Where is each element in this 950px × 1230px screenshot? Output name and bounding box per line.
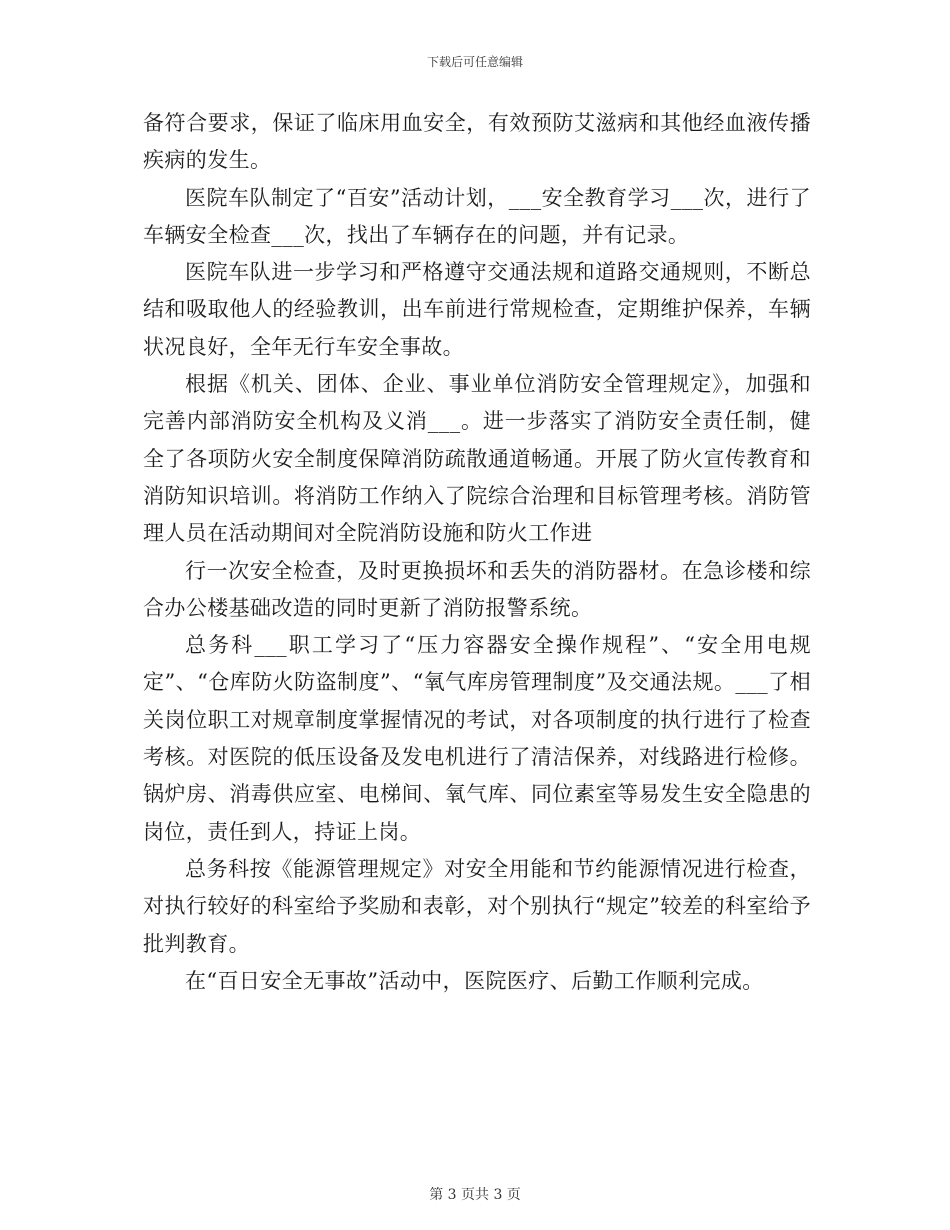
document-body [143,105,811,1000]
paragraph-3: 医院车队进一步学习和严格遵守交通法规和道路交通规则，不断总结和吸取他人的经验教训，出车前进行常规检查，定期维护保养，车辆状况良好，全年无行车安全事故。 [143,260,811,359]
paragraph-8: 在“百日安全无事故”活动中，医院医疗、后勤工作顺利完成。 [185,968,764,993]
paragraph-4: 根据《机关、团体、企业、事业单位消防安全管理规定》，加强和完善内部消防安全机构及义消___。进一步落实了消防安全责任制，健全了各项防火安全制度保障消防疏散通道畅通。开展了防火宣传教育和消防知识培训。将消防工作纳入了院综合治理和目标管理考核。消防管理人员在活动期间对全院消防设施和防火工作进 [143,372,811,546]
paragraph-2: 医院车队制定了“百安”活动计划，___安全教育学习___次，进行了车辆安全检查___次，找出了车辆存在的问题，并有记录。 [143,185,811,247]
paragraph-5: 行一次安全检查，及时更换损坏和丢失的消防器材。在急诊楼和综合办公楼基础改造的同时更新了消防报警系统。 [143,558,811,620]
page-number: 第 3 页共 3 页 [429,1187,521,1203]
paragraph-7: 总务科按《能源管理规定》对安全用能和节约能源情况进行检查，对执行较好的科室给予奖励和表彰，对个别执行“规定”较差的科室给予批判教育。 [143,856,811,956]
page-header-note: 下载后可任意编辑 [426,55,523,69]
paragraph-6: 总务科___职工学习了“压力容器安全操作规程”、“安全用电规定”、“仓库防火防盗制度”、“氧气库房管理制度”及交通法规。___了相关岗位职工对规章制度掌握情况的考试，对各项制度的执行进行了检查考核。对医院的低压设备及发电机进行了清洁保养，对线路进行检修。锅炉房、消毒供应室、电梯间、氧气库、同位素室等易发生安全隐患的岗位，责任到人，持证上岗。 [143,633,811,844]
paragraph-1: 备符合要求，保证了临床用血安全，有效预防艾滋病和其他经血液传播疾病的发生。 [143,111,811,173]
